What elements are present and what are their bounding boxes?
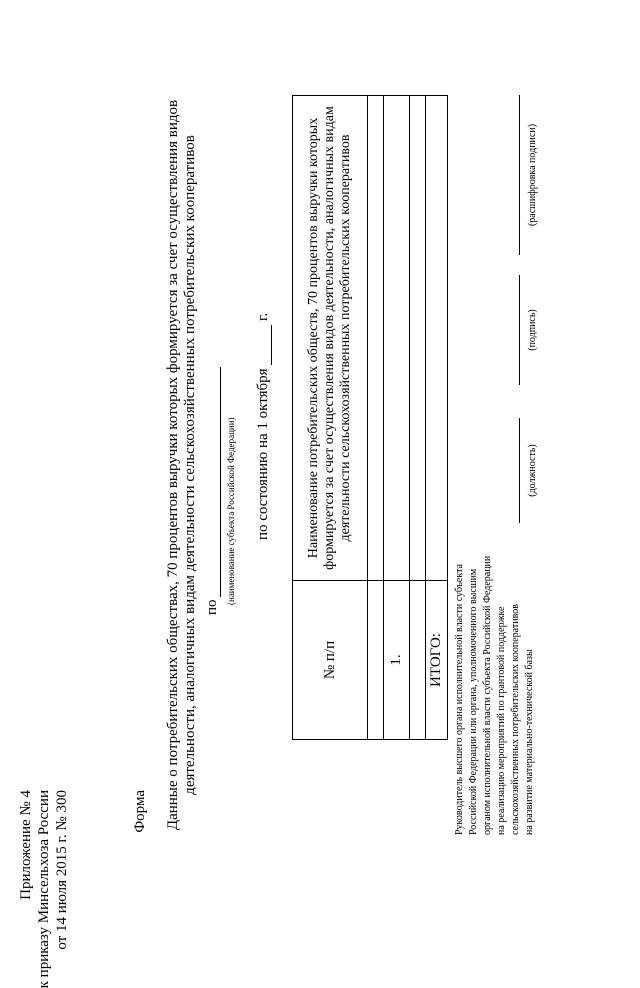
- year-blank-line: [258, 325, 272, 365]
- table-cell: [368, 96, 384, 581]
- signature-line: [519, 275, 521, 385]
- table-cell: [410, 581, 426, 740]
- footer-line-4: на реализацию мероприятий по грантовой поддержке: [496, 606, 507, 835]
- footer-line-2: Российской Федерации или органа, уполномоченного высшим: [468, 568, 479, 835]
- document-title: [165, 95, 199, 835]
- appendix-line-3: от 14 июля 2015 г. № 300: [54, 790, 70, 950]
- form-label: Форма: [132, 790, 148, 833]
- decoding-line: [519, 95, 521, 255]
- subject-note: (наименование субъекта Российской Федерации): [226, 417, 236, 605]
- header-number: № п/п: [293, 581, 368, 740]
- signature-label: (подпись): [527, 309, 538, 351]
- position-label: (должность): [527, 444, 538, 497]
- as-of-suffix: г.: [255, 312, 271, 321]
- table-row: [384, 96, 410, 740]
- appendix-line-1: Приложение № 4: [18, 790, 34, 900]
- header-name: Наименование потребительских обществ, 70 процентов выручки которых формируется за счет осуществления видов деятельности, аналогичных видам деятельности сельскохозяйственных потребительских кооперативов: [293, 96, 368, 581]
- table-total-row: [426, 96, 448, 740]
- as-of-prefix: по состоянию на 1 октября: [255, 368, 271, 540]
- table-header-row: [293, 96, 368, 740]
- decoding-label: (расшифровка подписи): [527, 123, 538, 227]
- table-cell: [384, 96, 410, 581]
- total-label: ИТОГО:: [426, 581, 448, 740]
- footer-line-1: Руководитель высшего органа исполнительной власти субъекта: [454, 563, 465, 835]
- appendix-line-2: к приказу Минсельхоза России: [36, 790, 52, 988]
- subject-blank-line: [206, 367, 221, 597]
- table-row: [368, 96, 384, 740]
- footer-line-6: на развитие материально-технической базы: [524, 649, 535, 835]
- table-cell: [410, 96, 426, 581]
- row-number: 1.: [384, 581, 410, 740]
- table-row: [410, 96, 426, 740]
- po-label: по: [204, 599, 220, 615]
- footer-signatory: [453, 556, 537, 835]
- footer-line-3: органом исполнительной власти субъекта Российской Федерации: [482, 555, 493, 835]
- subject-row: [204, 367, 221, 615]
- as-of-date: [255, 313, 272, 540]
- title-line-2: деятельности, аналогичных видам деятельности сельскохозяйственных потребительских кооперативов: [182, 135, 198, 795]
- table-cell: [426, 96, 448, 581]
- appendix-header: [17, 790, 71, 988]
- title-line-1: Данные о потребительских обществах, 70 процентов выручки которых формируется за счет осуществления видов: [165, 99, 181, 831]
- cooperatives-table: [292, 95, 448, 740]
- table-cell: [368, 581, 384, 740]
- footer-line-5: сельскохозяйственных потребительских кооперативов: [510, 604, 521, 835]
- position-line: [519, 418, 521, 523]
